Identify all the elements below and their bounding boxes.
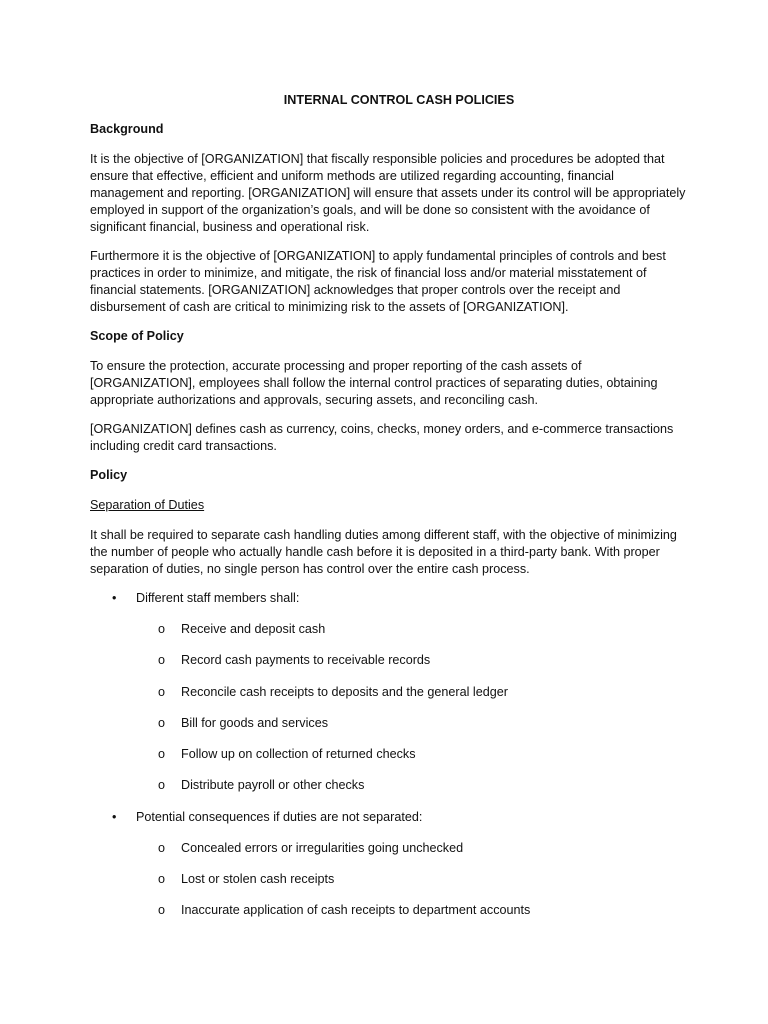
list-item-text: Distribute payroll or other checks [181,778,365,793]
scope-heading: Scope of Policy [90,329,184,343]
page-title: INTERNAL CONTROL CASH POLICIES [283,93,515,107]
background-paragraph-2: Furthermore it is the objective of [ORGANIZATION] to apply fundamental principles of controls and best practices in order to minimize, and mitigate, the risk of financial loss and/or material misstatement of financial statements. [ORGANIZATION] acknowledges that proper controls over the receipt and disbursement of cash are critical to minimizing risk to the assets of [ORGANIZATION]. [90,249,666,314]
sub-bullet-mark: o [158,903,166,918]
list-item-text: Reconcile cash receipts to deposits and the general ledger [181,684,508,699]
list-item [90,652,688,669]
list-item [90,777,688,794]
background-paragraph-1: It is the objective of [ORGANIZATION] that fiscally responsible policies and procedures be adopted that ensure that effective, efficient and uniform methods are utilized regarding accounting, financial management and reporting. [ORGANIZATION] will ensure that assets under its control will be appropriately employed in support of the organization’s goals, and will be done so consistent with the avoidance of significant financial, business and operational risk. [90,152,686,234]
list-item [90,621,688,638]
sub-bullet-mark: o [158,622,166,636]
list-item [90,684,688,701]
list-item [90,746,688,763]
sub-bullet-mark: o [158,872,166,887]
list-item-text: Lost or stolen cash receipts [181,872,335,887]
separation-of-duties-subheading: Separation of Duties [90,498,205,512]
sub-bullet-mark: o [158,778,166,793]
list-item [90,902,688,919]
bullet-mark: • [112,809,117,824]
policy-paragraph: It shall be required to separate cash handling duties among different staff, with the objective of minimizing the number of people who actually handle cash before it is deposited in a third-party bank. With proper separation of duties, no single person has control over the entire cash process. [90,528,677,576]
bullet-item [90,809,688,826]
sub-bullet-mark: o [158,715,166,730]
list-item-text: Inaccurate application of cash receipts to department accounts [181,903,531,918]
scope-paragraph-2: [ORGANIZATION] defines cash as currency, coins, checks, money orders, and e-commerce transactions including credit card transactions. [90,422,674,453]
policy-heading: Policy [90,468,128,482]
sub-bullet-mark: o [158,840,166,855]
list-item-text: Concealed errors or irregularities going unchecked [181,840,464,855]
bullet-text: Different staff members shall: [136,591,300,605]
background-heading: Background [90,122,164,136]
sub-bullet-mark: o [158,653,166,668]
list-item [90,715,688,732]
list-item-text: Record cash payments to receivable records [181,653,431,668]
list-item [90,871,688,888]
bullet-item [90,590,688,607]
bullet-text: Potential consequences if duties are not separated: [136,809,423,824]
list-item-text: Bill for goods and services [181,715,328,730]
list-item-text: Receive and deposit cash [181,622,326,636]
scope-paragraph-1: To ensure the protection, accurate processing and proper reporting of the cash assets of [ORGANIZATION], employees shall follow the internal control practices of separating duties, obtaining appropriate authorizations and approvals, securing assets, and reconciling cash. [90,359,658,407]
list-item [90,840,688,857]
staff-duties-list [90,621,688,794]
bullet-mark: • [112,591,117,605]
sub-bullet-mark: o [158,684,166,699]
sub-bullet-mark: o [158,747,166,762]
list-item-text: Follow up on collection of returned checks [181,747,416,762]
consequences-list [90,840,688,920]
